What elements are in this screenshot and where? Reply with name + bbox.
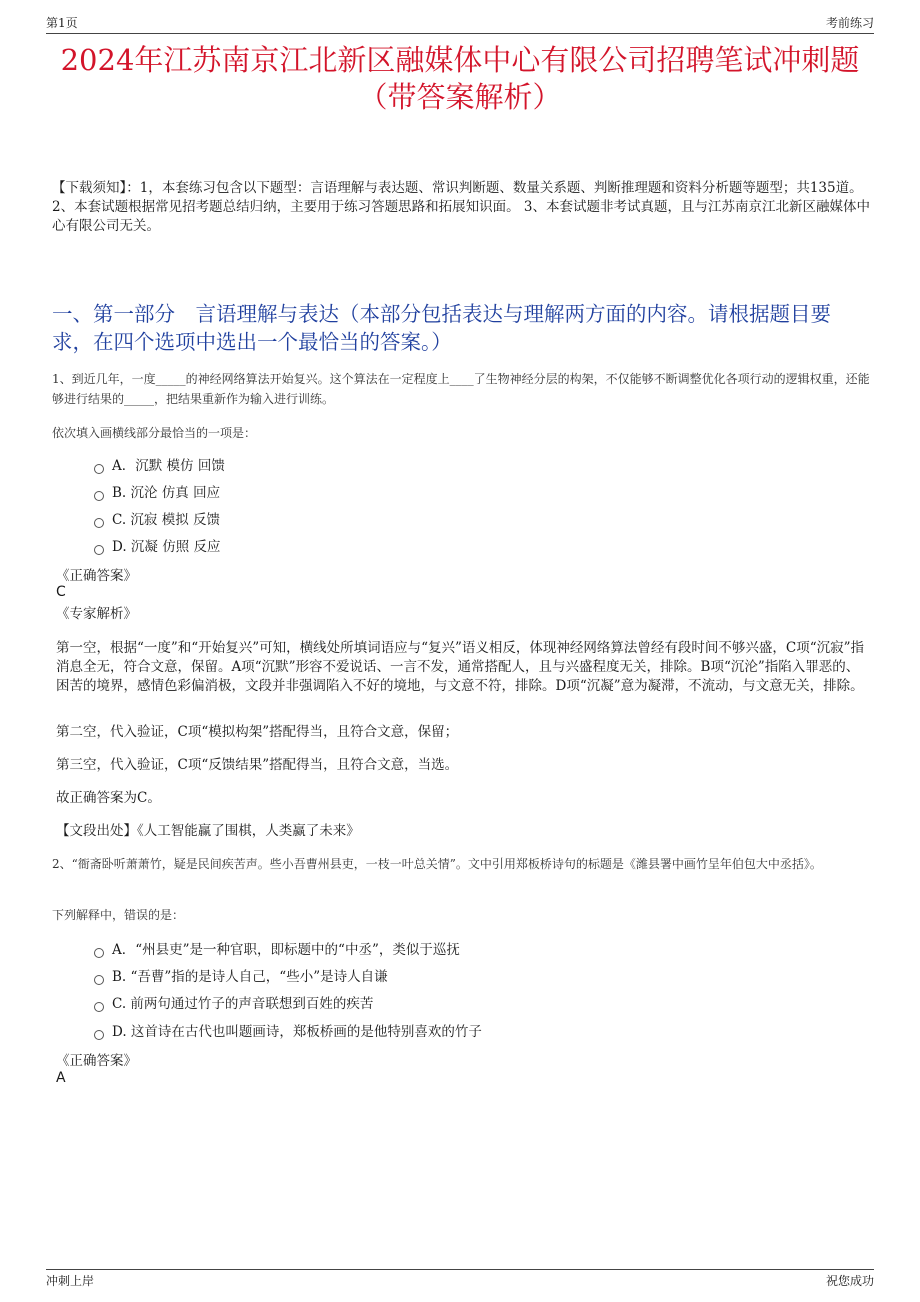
analysis-paragraph-2: 第二空，代入验证，C项“模拟构架”搭配得当，且符合文意，保留； [56, 724, 459, 740]
question-2-option-d[interactable] [94, 1022, 482, 1042]
radio-icon[interactable] [94, 491, 104, 501]
option-label: C. 前两句通过竹子的声音联想到百姓的疾苦 [112, 996, 374, 1012]
radio-icon[interactable] [94, 1002, 104, 1012]
section-heading: 一、第一部分 言语理解与表达（本部分包括表达与理解两方面的内容。请根据题目要求，在四个选项中选出一个最恰当的答案。） [52, 302, 831, 354]
question-1-option-b[interactable] [94, 483, 220, 503]
option-label: A．“州县吏”是一种官职，即标题中的“中丞”，类似于巡抚 [112, 942, 460, 958]
question-2-option-a[interactable] [94, 940, 460, 960]
question-1-option-c[interactable] [94, 510, 220, 530]
footer-divider [46, 1269, 874, 1270]
option-label: B. 沉沦 仿真 回应 [112, 485, 221, 501]
question-1-answer-label: 《正确答案》 [56, 568, 137, 584]
question-1-option-d[interactable] [94, 537, 221, 557]
question-1-answer: C [56, 584, 66, 600]
question-1-text: 1、到近几年，一度_____的神经网络算法开始复兴。这个算法在一定程度上____了生物神经分层的构架，不仅能够不断调整优化各项行动的逻辑权重，还能够进行结果的_____，把结果重新作为输入进行训练。 [52, 372, 870, 406]
question-2-prompt: 下列解释中，错误的是： [52, 908, 185, 922]
question-2-answer: A [56, 1070, 66, 1086]
footer-left: 冲刺上岸 [46, 1274, 95, 1288]
radio-icon[interactable] [94, 1030, 104, 1040]
question-1-prompt: 依次填入画横线部分最恰当的一项是： [52, 426, 257, 440]
option-label: C. 沉寂 模拟 反馈 [112, 512, 221, 528]
analysis-paragraph-3: 第三空，代入验证，C项“反馈结果”搭配得当，且符合文意，当选。 [56, 757, 459, 773]
radio-icon[interactable] [94, 464, 104, 474]
option-label: B. “吾曹”指的是诗人自己，“些小”是诗人自谦 [112, 969, 388, 985]
page-number: 第1页 [46, 16, 78, 30]
analysis-conclusion: 故正确答案为C。 [56, 790, 161, 806]
question-2-answer-label: 《正确答案》 [56, 1053, 137, 1069]
radio-icon[interactable] [94, 948, 104, 958]
document-title: 2024年江苏南京江北新区融媒体中心有限公司招聘笔试冲刺题（带答案解析） [60, 43, 860, 114]
question-2-text: 2、“衙斋卧听萧萧竹，疑是民间疾苦声。些小吾曹州县吏，一枝一叶总关情”。文中引用郑板桥诗句的标题是《潍县署中画竹呈年伯包大中丞括》。 [52, 857, 822, 871]
question-1-option-a[interactable] [94, 456, 225, 476]
analysis-paragraph-1: 第一空，根据“一度”和“开始复兴”可知，横线处所填词语应与“复兴”语义相反，体现神经网络算法曾经有段时间不够兴盛，C项“沉寂”指消息全无，符合文意，保留。A项“沉默”形容不爱说话、一言不发，通常搭配人，且与兴盛程度无关，排除。B项“沉沦”指陷入罪恶的、困苦的境界，感情色彩偏消极，文段并非强调陷入不好的境地，与文意不符，排除。D项“沉凝”意为凝滞，不流动，与文意无关，排除。 [56, 640, 865, 694]
option-label: D. 这首诗在古代也叫题画诗，郑板桥画的是他特别喜欢的竹子 [112, 1024, 482, 1040]
radio-icon[interactable] [94, 545, 104, 555]
option-label: D. 沉凝 仿照 反应 [112, 539, 221, 555]
analysis-source: 【文段出处】《人工智能赢了围棋，人类赢了未来》 [56, 823, 360, 839]
question-2-option-c[interactable] [94, 994, 373, 1014]
question-2-option-b[interactable] [94, 967, 388, 987]
download-notice: 【下载须知】：1，本套练习包含以下题型：言语理解与表达题、常识判断题、数量关系题、判断推理题和资料分析题等题型；共135道。 2、本套试题根据常见招考题总结归纳，主要用于练习答题思路和拓展知识面。 3、本套试题非考试真题，且与江苏南京江北新区融媒体中心有限公司无关。 [52, 180, 870, 234]
header-divider [46, 33, 874, 34]
question-1-analysis-label: 《专家解析》 [56, 606, 137, 622]
radio-icon[interactable] [94, 975, 104, 985]
option-label: A．沉默 模仿 回馈 [112, 458, 225, 474]
footer-right: 祝您成功 [825, 1274, 874, 1288]
header-tag: 考前练习 [825, 16, 874, 30]
radio-icon[interactable] [94, 518, 104, 528]
